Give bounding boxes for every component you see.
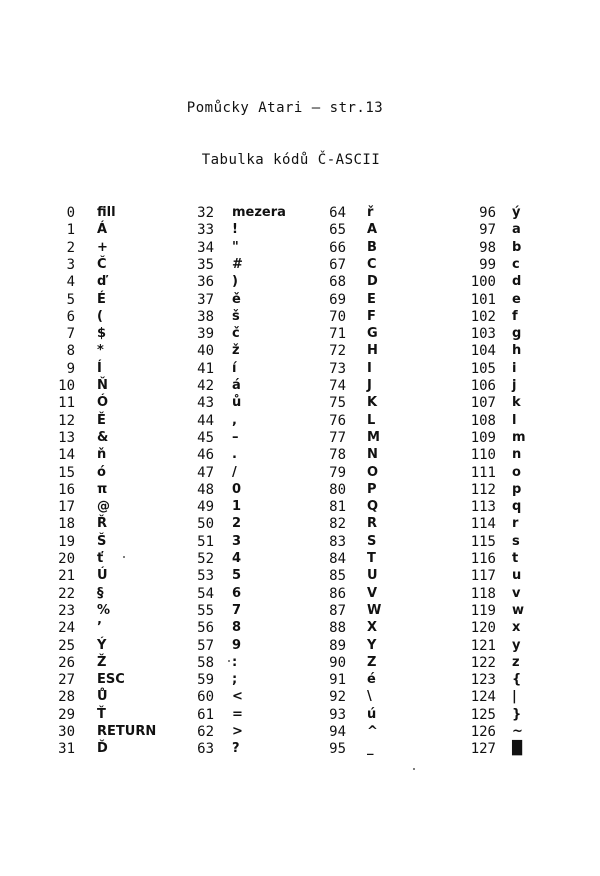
code-number: 105 [470, 360, 496, 377]
code-character: N [367, 447, 378, 463]
code-number: 121 [470, 637, 496, 654]
code-character: x [512, 620, 521, 636]
code-character: Ď [97, 741, 108, 757]
code-character: # [232, 256, 243, 272]
code-character: ž [232, 343, 240, 359]
code-number: 71 [329, 326, 346, 343]
code-character: 1 [232, 499, 242, 515]
code-number: 93 [329, 706, 346, 723]
code-character: y [512, 637, 521, 653]
code-number: 30 [58, 724, 75, 740]
code-character: ( [97, 308, 103, 324]
code-character: mezera [232, 205, 286, 220]
code-number: 36 [197, 274, 214, 291]
code-character: * [97, 343, 104, 359]
code-character: r [512, 516, 519, 532]
code-number: 3 [66, 256, 75, 273]
code-character: W [367, 602, 382, 618]
code-number: 10 [58, 378, 75, 394]
scan-speck [123, 556, 125, 558]
code-number: 42 [197, 378, 214, 394]
code-character: M [367, 429, 380, 445]
code-character: 2 [232, 516, 242, 532]
code-number: 86 [329, 585, 346, 602]
code-character: _ [367, 741, 374, 757]
code-character: : [232, 654, 238, 670]
code-number: 81 [329, 499, 346, 516]
code-number: 97 [479, 222, 496, 239]
code-character: U [367, 568, 378, 584]
code-character: Š [97, 533, 107, 549]
code-character: Ě [97, 412, 106, 428]
code-number: 51 [197, 533, 214, 550]
code-number: 109 [470, 429, 496, 446]
code-character: ; [232, 672, 238, 688]
code-number: 40 [197, 343, 214, 360]
code-number: 125 [470, 706, 496, 723]
code-character: % [97, 602, 111, 618]
code-number: 114 [470, 516, 496, 533]
code-number: 126 [470, 724, 496, 740]
code-number: 95 [329, 741, 346, 758]
code-character: \ [367, 689, 372, 705]
code-character: Ó [97, 395, 109, 411]
code-character: / [232, 464, 237, 480]
code-number: 106 [470, 378, 496, 394]
code-character: ň [97, 447, 107, 463]
code-number: 59 [197, 672, 214, 689]
code-character: @ [97, 499, 110, 515]
code-character: Á [97, 222, 108, 238]
code-character: h [512, 343, 522, 359]
code-character: 5 [232, 568, 242, 584]
code-character: é [367, 672, 376, 688]
code-number: 69 [329, 291, 346, 308]
code-number: 52 [197, 551, 214, 567]
code-character: ď [97, 274, 107, 290]
code-number: 22 [58, 585, 75, 602]
code-number: 16 [58, 481, 75, 498]
code-number: 7 [66, 326, 75, 343]
code-number: 17 [58, 499, 75, 516]
code-character: j [512, 378, 517, 393]
code-number: 88 [329, 620, 346, 637]
code-number: 32 [197, 205, 214, 221]
code-number: 11 [58, 395, 75, 412]
code-character: k [512, 395, 521, 411]
code-character: b [512, 239, 522, 255]
code-character: ? [232, 741, 240, 757]
code-character: ^ [367, 724, 378, 739]
code-number: 75 [329, 395, 346, 412]
code-number: 58 [197, 654, 214, 671]
code-number: 64 [329, 205, 346, 221]
code-number: 43 [197, 395, 214, 412]
code-character: Č [97, 256, 107, 272]
code-character: } [512, 706, 522, 722]
code-number: 73 [329, 360, 346, 377]
code-character: B [367, 239, 377, 255]
code-number: 70 [329, 308, 346, 325]
code-number: 119 [470, 602, 496, 619]
code-number: 19 [58, 533, 75, 550]
code-number: 23 [58, 602, 75, 619]
code-number: 35 [197, 256, 214, 273]
code-number: 44 [197, 412, 214, 429]
code-number: 29 [58, 706, 75, 723]
code-number: 2 [66, 239, 75, 256]
code-table [0, 204, 600, 764]
code-character: + [97, 239, 108, 255]
code-character: m [512, 429, 526, 445]
code-number: 57 [197, 637, 214, 654]
code-character: ř [367, 205, 374, 220]
code-number: 98 [479, 239, 496, 256]
code-character: ú [367, 706, 377, 722]
code-number: 61 [197, 706, 214, 723]
code-character: . [232, 447, 237, 463]
code-character: ť [97, 551, 104, 566]
page-header: Pomůcky Atari – str.13 [186, 100, 384, 116]
code-character: § [97, 585, 104, 601]
code-character: R [367, 516, 378, 532]
code-character: K [367, 395, 378, 411]
code-number: 110 [470, 447, 496, 464]
code-character: , [232, 412, 237, 428]
code-number: 60 [197, 689, 214, 706]
code-number: 92 [329, 689, 346, 706]
code-number: 34 [197, 239, 214, 256]
code-number: 18 [58, 516, 75, 533]
code-number: 24 [58, 620, 75, 637]
code-number: 48 [197, 481, 214, 498]
code-character: v [512, 585, 521, 601]
code-character: i [512, 360, 517, 376]
code-character: A [367, 222, 378, 238]
code-character: e [512, 291, 521, 307]
code-character: & [97, 429, 109, 445]
code-character: { [512, 672, 522, 688]
code-number: 72 [329, 343, 346, 360]
code-number: 116 [470, 551, 496, 567]
code-character: n [512, 447, 522, 463]
code-character: fill [97, 205, 116, 220]
code-number: 37 [197, 291, 214, 308]
code-character: t [512, 551, 519, 566]
code-character: z [512, 654, 520, 670]
code-number: 99 [479, 256, 496, 273]
code-character: č [232, 326, 240, 342]
code-character: p [512, 481, 522, 497]
code-number: 56 [197, 620, 214, 637]
code-number: 112 [470, 481, 496, 498]
code-character: 9 [232, 637, 242, 653]
code-number: 31 [58, 741, 75, 758]
code-number: 46 [197, 447, 214, 464]
code-number: 108 [470, 412, 496, 429]
code-number: 111 [470, 464, 496, 481]
code-number: 102 [470, 308, 496, 325]
code-number: 66 [329, 239, 346, 256]
code-character: g [512, 326, 522, 342]
code-character: ! [232, 222, 238, 238]
code-character: = [232, 706, 243, 722]
code-number: 127 [470, 741, 496, 758]
code-character: c [512, 256, 520, 272]
code-character: u [512, 568, 522, 584]
code-character: Z [367, 654, 377, 670]
code-number: 63 [197, 741, 214, 758]
code-character: < [232, 689, 243, 705]
code-character: ó [97, 464, 106, 480]
code-character: í [232, 360, 237, 376]
code-number: 41 [197, 360, 214, 377]
code-character: G [367, 326, 378, 342]
code-character: █ [512, 741, 522, 757]
code-number: 25 [58, 637, 75, 654]
code-character: á [232, 378, 241, 393]
code-character: d [512, 274, 522, 290]
code-number: 53 [197, 568, 214, 585]
code-character: H [367, 343, 378, 359]
code-character: V [367, 585, 378, 601]
scan-speck [413, 768, 415, 770]
code-number: 117 [470, 568, 496, 585]
code-character: o [512, 464, 521, 480]
code-number: 27 [58, 672, 75, 689]
code-character: " [232, 239, 239, 255]
code-number: 15 [58, 464, 75, 481]
code-character: ESC [97, 672, 125, 688]
code-number: 38 [197, 308, 214, 325]
code-number: 87 [329, 602, 346, 619]
code-number: 21 [58, 568, 75, 585]
code-character: a [512, 222, 521, 238]
code-number: 115 [470, 533, 496, 550]
code-number: 9 [66, 360, 75, 377]
code-number: 74 [329, 378, 346, 394]
code-number: 68 [329, 274, 346, 291]
code-character: f [512, 308, 518, 324]
code-character: C [367, 256, 377, 272]
code-character: P [367, 481, 377, 497]
code-character: Ň [97, 378, 108, 393]
code-number: 47 [197, 464, 214, 481]
code-character: Ú [97, 568, 108, 584]
code-number: 85 [329, 568, 346, 585]
code-character: I [367, 360, 372, 376]
code-character: | [512, 689, 517, 705]
code-character: Ť [97, 706, 106, 722]
code-number: 20 [58, 551, 75, 567]
code-number: 84 [329, 551, 346, 567]
code-character: F [367, 308, 376, 324]
code-character: ’ [97, 620, 102, 636]
code-number: 4 [66, 274, 75, 291]
code-number: 50 [197, 516, 214, 533]
code-number: 76 [329, 412, 346, 429]
code-character: w [512, 602, 525, 618]
code-number: 80 [329, 481, 346, 498]
code-character: Ů [97, 689, 108, 705]
code-number: 49 [197, 499, 214, 516]
code-number: 0 [66, 205, 75, 221]
code-character: 7 [232, 602, 242, 618]
code-number: 62 [197, 724, 214, 740]
code-number: 123 [470, 672, 496, 689]
code-number: 82 [329, 516, 346, 533]
code-number: 96 [479, 205, 496, 221]
code-number: 54 [197, 585, 214, 602]
code-character: Í [97, 360, 102, 376]
code-character: l [512, 412, 517, 428]
code-number: 33 [197, 222, 214, 239]
code-number: 65 [329, 222, 346, 239]
code-number: 67 [329, 256, 346, 273]
code-number: 55 [197, 602, 214, 619]
code-character: Ý [97, 637, 107, 653]
code-character: 0 [232, 481, 242, 497]
code-character: RETURN [97, 724, 157, 739]
code-number: 103 [470, 326, 496, 343]
code-number: 28 [58, 689, 75, 706]
code-character: Y [367, 637, 377, 653]
code-character: ) [232, 274, 238, 290]
code-character: ý [512, 205, 521, 220]
code-character: 8 [232, 620, 242, 636]
code-number: 107 [470, 395, 496, 412]
code-character: E [367, 291, 376, 307]
code-character: D [367, 274, 378, 290]
code-number: 89 [329, 637, 346, 654]
code-character: O [367, 464, 379, 480]
code-number: 13 [58, 429, 75, 446]
code-character: J [367, 378, 372, 393]
code-character: > [232, 724, 243, 739]
code-character: 4 [232, 551, 242, 566]
code-number: 45 [197, 429, 214, 446]
code-character: s [512, 533, 520, 549]
code-number: 8 [66, 343, 75, 360]
code-number: 79 [329, 464, 346, 481]
code-number: 94 [329, 724, 346, 740]
code-number: 26 [58, 654, 75, 671]
code-character: 6 [232, 585, 242, 601]
code-character: É [97, 291, 106, 307]
code-number: 5 [66, 291, 75, 308]
code-number: 122 [470, 654, 496, 671]
code-number: 6 [66, 308, 75, 325]
code-character: T [367, 551, 376, 566]
code-number: 118 [470, 585, 496, 602]
code-character: X [367, 620, 378, 636]
code-character: π [97, 481, 108, 497]
code-character: – [232, 429, 239, 445]
code-number: 104 [470, 343, 496, 360]
code-character: Q [367, 499, 379, 515]
code-character: š [232, 308, 240, 324]
code-character: q [512, 499, 522, 515]
scan-speck [228, 660, 230, 662]
code-number: 78 [329, 447, 346, 464]
code-character: $ [97, 326, 107, 342]
code-number: 77 [329, 429, 346, 446]
code-number: 1 [66, 222, 75, 239]
code-number: 124 [470, 689, 496, 706]
code-character: ě [232, 291, 241, 307]
code-character: Ž [97, 654, 107, 670]
code-number: 100 [470, 274, 496, 291]
code-number: 120 [470, 620, 496, 637]
code-number: 90 [329, 654, 346, 671]
table-title: Tabulka kódů Č-ASCII [201, 152, 381, 168]
code-number: 12 [58, 412, 75, 429]
code-character: 3 [232, 533, 242, 549]
code-number: 39 [197, 326, 214, 343]
code-character: L [367, 412, 376, 428]
code-character: S [367, 533, 377, 549]
code-character: Ř [97, 516, 108, 532]
code-character: ~ [512, 724, 523, 739]
code-number: 113 [470, 499, 496, 516]
code-number: 91 [329, 672, 346, 689]
code-number: 14 [58, 447, 75, 464]
code-number: 101 [470, 291, 496, 308]
code-number: 83 [329, 533, 346, 550]
code-character: ů [232, 395, 242, 411]
